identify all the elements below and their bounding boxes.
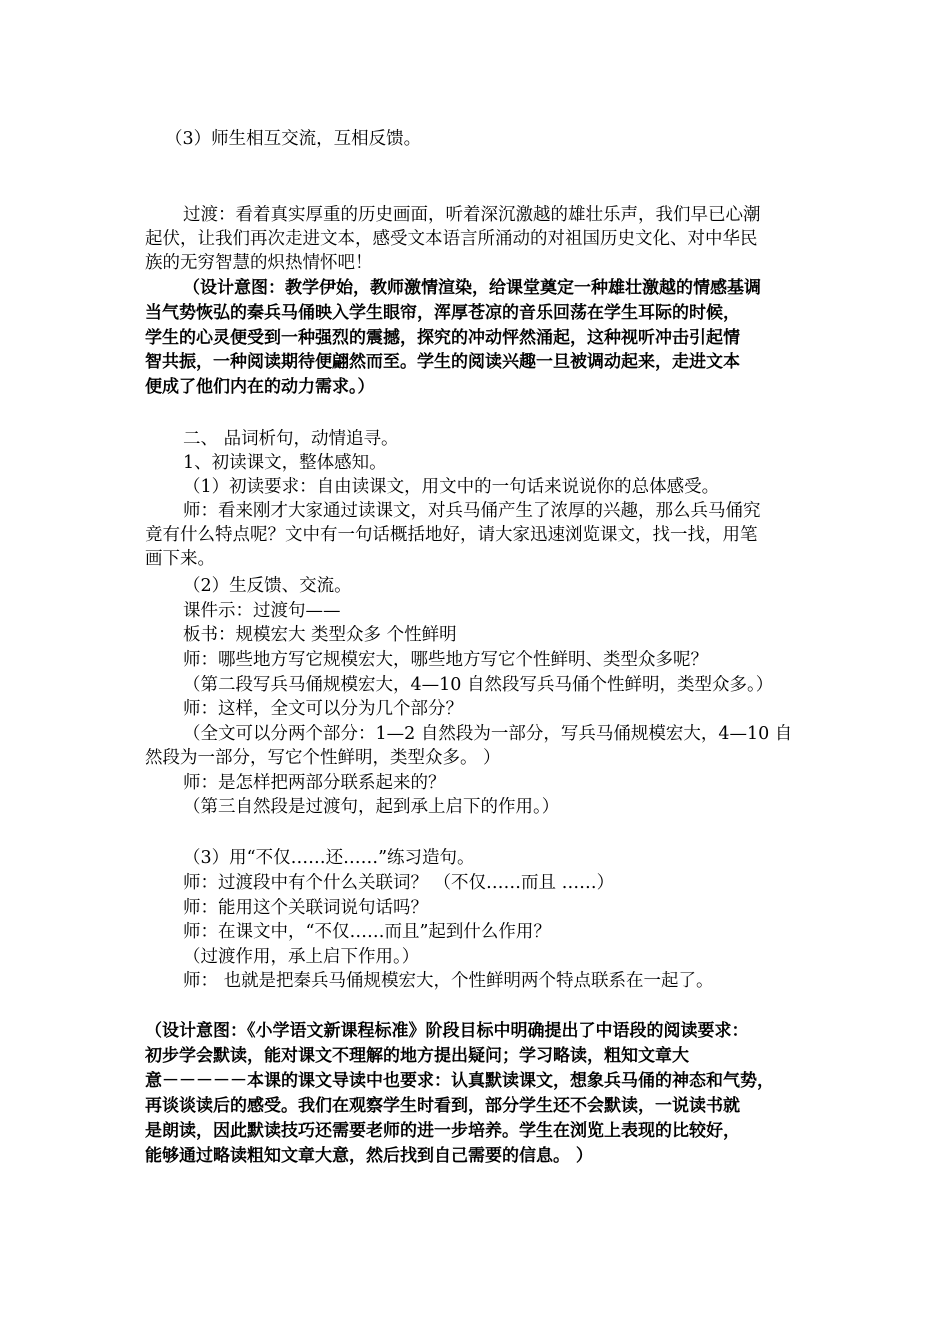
design-intent-line: 意－－－－－本课的课文导读中也要求：认真默读课文，想象兵马俑的神态和气势， [145, 1071, 774, 1091]
text-line: 起伏，让我们再次走进文本，感受文本语言所涌动的对祖国历史文化、对中华民 [145, 229, 758, 249]
text-line: 师：这样，全文可以分为几个部分？ [183, 699, 463, 719]
text-line: 然段为一部分，写它个性鲜明，类型众多。 ） [145, 748, 501, 768]
text-line: 画下来。 [145, 549, 215, 569]
text-line: （第二段写兵马俑规模宏大，4—10 自然段写兵马俑个性鲜明，类型众多。） [183, 675, 774, 695]
text-line: 师：哪些地方写它规模宏大，哪些地方写它个性鲜明、类型众多呢？ [183, 650, 708, 670]
design-intent-line: 是朗读，因此默读技巧还需要老师的进一步培养。学生在浏览上表现的比较好， [145, 1121, 740, 1141]
design-intent-line: 智共振，一种阅读期待便翩然而至。学生的阅读兴趣一旦被调动起来，走进文本 [145, 352, 740, 372]
design-intent-line: 能够通过略读粗知文章大意，然后找到自己需要的信息。 ） [145, 1146, 593, 1166]
design-intent-line: 再谈谈读后的感受。我们在观察学生时看到，部分学生还不会默读，一说读书就 [145, 1096, 740, 1116]
text-line: 过渡：看着真实厚重的历史画面，听着深沉激越的雄壮乐声，我们早已心潮 [183, 205, 761, 225]
text-line: 族的无穷智慧的炽热情怀吧！ [145, 253, 373, 273]
text-line: （1）初读要求：自由读课文，用文中的一句话来说说你的总体感受。 [183, 477, 720, 497]
text-line: （3）师生相互交流，互相反馈。 [165, 129, 422, 149]
text-line: 板书：规模宏大 类型众多 个性鲜明 [183, 625, 457, 645]
design-intent-line: 当气势恢弘的秦兵马俑映入学生眼帘，浑厚苍凉的音乐回荡在学生耳际的时候， [145, 303, 740, 323]
text-line: 师：是怎样把两部分联系起来的？ [183, 773, 446, 793]
text-line: （2）生反馈、交流。 [183, 576, 352, 596]
text-line: 师：过渡段中有个什么关联词？ （不仅……而且 ……） [183, 873, 615, 893]
design-intent-line: 学生的心灵便受到一种强烈的震撼，探究的冲动怦然涌起，这种视听冲击引起情 [145, 328, 740, 348]
design-intent-line: （设计意图：教学伊始，教师激情渲染，给课堂奠定一种雄壮激越的情感基调 [183, 278, 761, 298]
text-line: 师： 也就是把秦兵马俑规模宏大，个性鲜明两个特点联系在一起了。 [183, 971, 714, 991]
section-heading: 二、 品词析句，动情追寻。 [183, 429, 399, 449]
text-line: 师：能用这个关联词说句话吗？ [183, 898, 428, 918]
text-line: 师：在课文中，“不仅……而且”起到什么作用？ [183, 922, 551, 942]
text-line: 师：看来刚才大家通过读课文，对兵马俑产生了浓厚的兴趣，那么兵马俑究 [183, 501, 761, 521]
design-intent-line: 初步学会默读，能对课文不理解的地方提出疑问；学习略读，粗知文章大 [145, 1046, 689, 1066]
text-line: （第三自然段是过渡句，起到承上启下的作用。） [183, 797, 560, 817]
sub-heading: 1、初读课文，整体感知。 [183, 453, 387, 473]
text-line: （全文可以分两个部分：1—2 自然段为一部分，写兵马俑规模宏大，4—10 自 [183, 724, 793, 744]
text-line: （过渡作用，承上启下作用。） [183, 947, 420, 967]
text-line: 竟有什么特点呢？文中有一句话概括地好，请大家迅速浏览课文，找一找，用笔 [145, 525, 758, 545]
text-line: 课件示：过渡句—— [183, 601, 341, 621]
text-line: （3）用“不仅……还……”练习造句。 [183, 848, 475, 868]
design-intent-line: 便成了他们内在的动力需求。） [145, 377, 375, 397]
design-intent-line: （设计意图：《小学语文新课程标准》阶段目标中明确提出了中语段的阅读要求： [145, 1021, 749, 1041]
